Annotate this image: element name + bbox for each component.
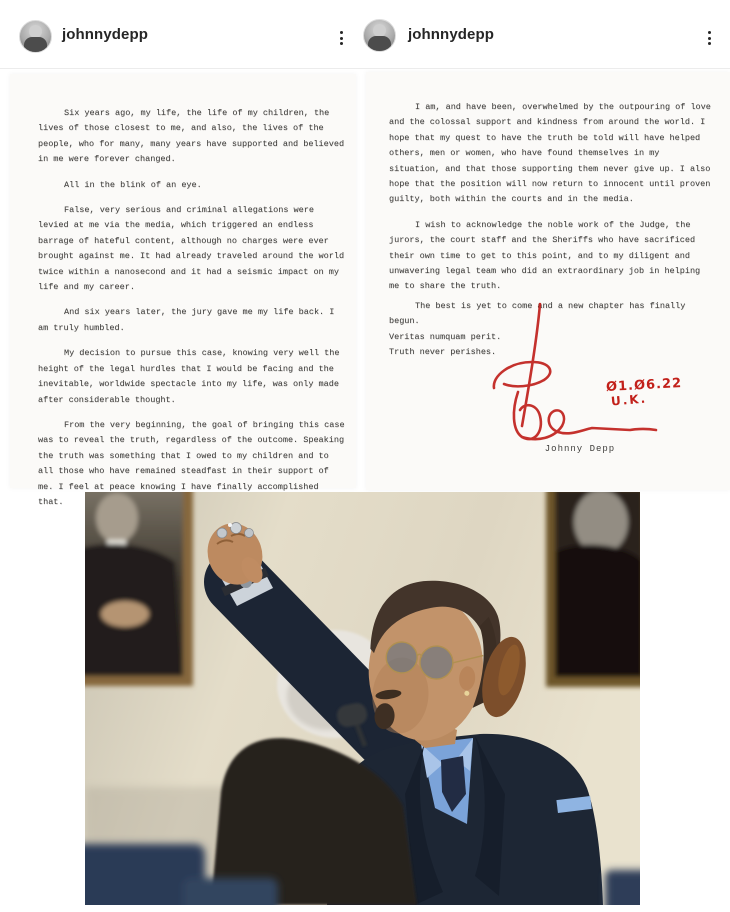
handwritten-date: Ø1.Ø6.22 [605,376,683,395]
handwritten-location: U.K. [610,391,648,409]
latin-motto: Veritas numquam perit. [389,331,502,342]
judge-portrait-left [85,492,193,686]
motto-translation: Truth never perishes. [389,347,497,358]
paragraph: I wish to acknowledge the noble work of the Judge, the jurors, the court staff and the Sheriffs who have sacrificed their own time to get to this point, and to my diligent and unwavering legal team who did an extraordinary job in helping me to share the truth. [389,219,701,292]
avatar[interactable] [363,19,396,52]
paragraph: I am, and have been, overwhelmed by the outpouring of love and the colossal support and kindness from around the world. I hope that my quest to have the truth be told will have helped others, men or women, who have found themselves in my situation, and that those supporting them never give up. I also hope that the position will now return to innocent until proven guilty, both within the courts and in the media. [389,102,711,205]
paragraph: From the very beginning, the goal of bringing this case was to reveal the truth, regardless of the outcome. Speaking the truth was something that I owed to my children and to all those who have remained steadfast in their support of me. I feel at peace knowing I have finally accomplished that. [38,419,345,507]
header-divider [0,68,730,69]
avatar[interactable] [19,20,52,53]
typed-signature: Johnny Depp [544,444,616,454]
vertical-ellipsis-icon[interactable] [704,27,715,49]
letter-page-2[interactable] [366,72,730,490]
paragraph: Six years ago, my life, the life of my children, the lives of those closest to me, and also, the lives of the people, who for many, many years have supported and believed in me were forever changed. [38,108,345,165]
paragraph: False, very serious and criminal allegations were levied at me via the media, which triggered an endless barrage of hateful content, although no charges were ever brought against me. It had already traveled around the world twice within a nanosecond and it had a seismic impact on my life and my career. [38,205,345,293]
post-photo[interactable] [85,492,640,905]
paragraph: The best is yet to come and a new chapter has finally begun. [389,300,686,327]
avatar-suit [24,37,47,53]
username[interactable]: johnnydepp [62,26,148,43]
letter-page-1-text [38,106,346,510]
paragraph: My decision to pursue this case, knowing very well the height of the legal hurdles that I would be facing and the inevitable, worldwide spectacle into my life, was only made after considerable thought. [38,348,340,405]
letter-page-1[interactable] [10,74,356,507]
vertical-ellipsis-icon[interactable] [336,27,347,49]
username[interactable]: johnnydepp [408,26,494,43]
post-header-right [365,0,730,68]
avatar-suit [368,36,391,52]
post-header-left [0,0,365,68]
paragraph: All in the blink of an eye. [64,179,202,190]
courtroom-photo [85,492,640,905]
paragraph: And six years later, the jury gave me my life back. I am truly humbled. [38,307,335,333]
judge-portrait-right [546,492,640,687]
